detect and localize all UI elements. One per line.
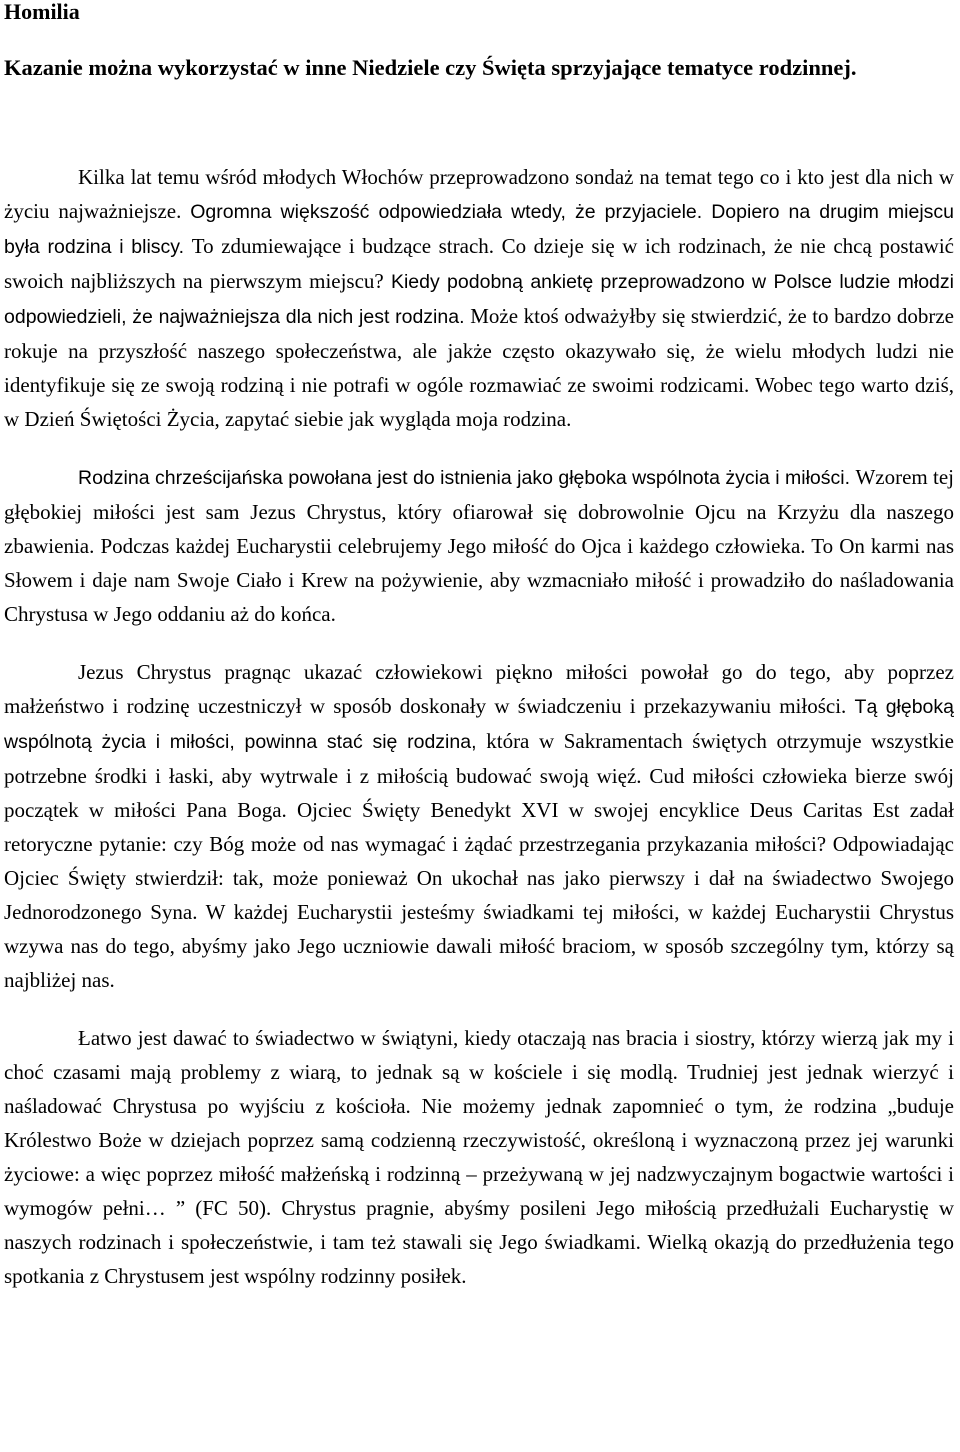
paragraph-3-segment: która w Sakramentach świętych otrzymuje wszystkie potrzebne środki i łaski, aby wytrwale i z miłością budować swoją więź. Cud miłości człowieka bierze swój początek w miłości Pana Boga. Ojciec Święty Benedykt XVI w swojej encyklice Deus Caritas Est zadał retoryczne pytanie: czy Bóg może od nas wymagać i żądać przestrzegania przykazania miłości? Odpowiadając Ojciec Święty stwierdził: tak, może ponieważ On ukochał nas jako pierwszy i dał na świadectwo Swojego Jednorodzonego Syna. W każdej Eucharystii jesteśmy świadkami tej miłości, w każdej Eucharystii Chrystus wzywa nas do tego, abyśmy jako Jego uczniowie dawali miłość braciom, w sposób szczególny tym, którzy są najbliżej nas. [4, 729, 954, 992]
paragraph-1-segment: Ogromna większość odpowiedziała wtedy, że przyjaciele. Dopiero na drugim miejscu była rodzina i bliscy. [4, 201, 954, 258]
document-page [4, 0, 954, 1293]
paragraph-4-segment: Łatwo jest dawać to świadectwo w świątyni, kiedy otaczają nas bracia i siostry, którzy wierzą jak my i choć czasami mają problemy z wiarą, to jednak są w kościele i się modlą. Trudniej jest jednak wierzyć i naśladować Chrystusa po wyjściu z kościoła. Nie możemy jednak zapomnieć o tym, że rodzina „buduje Królestwo Boże w dziejach poprzez samą codzienną rzeczywistość, określoną i wyznaczoną przez jej warunki życiowe: a więc poprzez miłość małżeńską i rodzinną – przeżywaną w jej nadzwyczajnym bogactwie wartości i wymogów pełni… ” (FC 50). Chrystus pragnie, abyśmy posileni Jego miłością przedłużali Eucharystię w naszych rodzinach i społeczeństwie, i tam też stawali się Jego świadkami. Wielką okazją do przedłużenia tego spotkania z Chrystusem jest wspólny rodzinny posiłek. [4, 1026, 954, 1288]
paragraph-4 [4, 1021, 954, 1293]
paragraph-3-segment: Jezus Chrystus pragnąc ukazać człowiekowi piękno miłości powołał go do tego, aby poprzez małżeństwo i rodzinę uczestniczył w sposób doskonały w świadczeniu i przekazywaniu miłości. [4, 660, 954, 718]
paragraph-1-segment: Może ktoś odważyłby się stwierdzić, że to bardzo dobrze rokuje na przyszłość naszego społeczeństwa, ale jakże często okazywało się, że wielu młodych ludzi nie identyfikuje się ze swoją rodziną i nie potrafi w ogóle rozmawiać ze swoimi rodzicami. Wobec tego warto dziś, w Dzień Świętości Życia, zapytać siebie jak wygląda moja rodzina. [4, 304, 954, 431]
paragraph-2-segment: Wzorem tej głębokiej miłości jest sam Jezus Chrystus, który ofiarował się dobrowolnie Ojcu na Krzyżu dla naszego zbawienia. Podczas każdej Eucharystii celebrujemy Jego miłość do Ojca i każdego człowieka. To On karmi nas Słowem i daje nam Swoje Ciało i Krew na pożywienie, aby wzmacniało miłość i prowadziło do naśladowania Chrystusa w Jego oddaniu aż do końca. [4, 465, 955, 626]
paragraph-1-segment: Kilka lat temu wśród młodych Włochów przeprowadzono sondaż na temat tego co i kto jest dla nich w życiu najważniejsze. [4, 165, 954, 223]
paragraph-2-segment: Rodzina chrześcijańska powołana jest do istnienia jako głęboka wspólnota życia i miłości. [78, 467, 856, 489]
document-heading: Homilia [4, 0, 80, 24]
paragraph-2 [4, 460, 954, 631]
paragraph-3 [4, 655, 954, 997]
paragraph-1-segment: To zdumiewające i budzące strach. Co dzieje się w ich rodzinach, że nie chcą postawić swoich najbliższych na pierwszym miejscu? [4, 234, 954, 293]
paragraph-1-segment: Kiedy podobną ankietę przeprowadzono w Polsce ludzie młodzi odpowiedzieli, że najważniejsza dla nich jest rodzina. [4, 271, 954, 328]
document-subtitle: Kazanie można wykorzystać w inne Niedziele czy Święta sprzyjające tematyce rodzinnej. [4, 55, 857, 80]
paragraph-3-segment: Tą głęboką wspólnotą życia i miłości, powinna stać się rodzina, [4, 696, 954, 753]
paragraph-1 [4, 160, 954, 436]
